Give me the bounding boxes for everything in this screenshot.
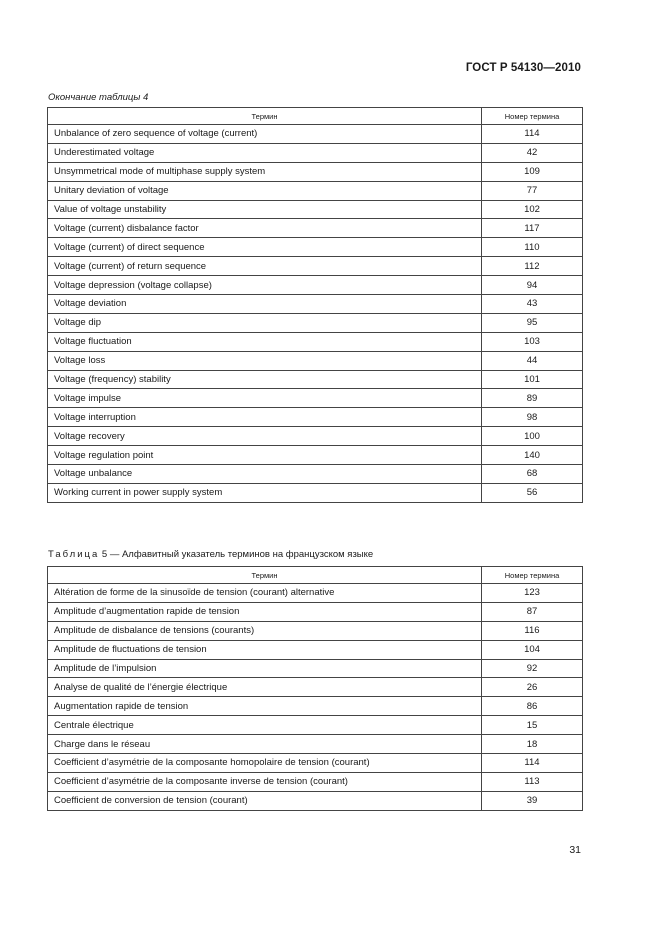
table-row (48, 238, 583, 257)
table-row (48, 370, 583, 389)
term-cell: Voltage dip (48, 313, 482, 332)
term-number-cell: 104 (482, 640, 583, 659)
term-number-cell: 100 (482, 427, 583, 446)
term-cell: Value of voltage unstability (48, 200, 482, 219)
term-number-cell: 98 (482, 408, 583, 427)
term-cell: Voltage fluctuation (48, 332, 482, 351)
table-row (48, 754, 583, 773)
table-row (48, 313, 583, 332)
term-cell: Voltage (current) of direct sequence (48, 238, 482, 257)
table-row (48, 257, 583, 276)
table-row (48, 332, 583, 351)
table-row (48, 584, 583, 603)
term-cell: Voltage (current) disbalance factor (48, 219, 482, 238)
term-number-cell: 117 (482, 219, 583, 238)
table-row (48, 125, 583, 144)
table-row (48, 791, 583, 810)
term-cell: Amplitude d’augmentation rapide de tension (48, 602, 482, 621)
table4 (47, 107, 583, 503)
table5-caption-number: 5 (101, 549, 108, 560)
term-number-cell: 44 (482, 351, 583, 370)
table-row (48, 678, 583, 697)
term-number-cell: 94 (482, 276, 583, 295)
term-cell: Voltage (current) of return sequence (48, 257, 482, 276)
term-cell: Voltage loss (48, 351, 482, 370)
term-cell: Amplitude de l’impulsion (48, 659, 482, 678)
table-row (48, 483, 583, 502)
table-row (48, 697, 583, 716)
term-number-cell: 89 (482, 389, 583, 408)
term-cell: Analyse de qualité de l’énergie électrique (48, 678, 482, 697)
term-cell: Voltage (frequency) stability (48, 370, 482, 389)
table5-caption (48, 549, 373, 560)
table-row (48, 276, 583, 295)
term-cell: Voltage regulation point (48, 446, 482, 465)
term-cell: Centrale électrique (48, 716, 482, 735)
term-cell: Unsymmetrical mode of multiphase supply system (48, 162, 482, 181)
table5-header-term: Термин (48, 567, 482, 584)
table5-body (48, 584, 583, 811)
term-cell: Voltage impulse (48, 389, 482, 408)
table-row (48, 143, 583, 162)
term-cell: Unbalance of zero sequence of voltage (current) (48, 125, 482, 144)
term-number-cell: 43 (482, 295, 583, 314)
term-number-cell: 116 (482, 621, 583, 640)
term-cell: Working current in power supply system (48, 483, 482, 502)
table-row (48, 389, 583, 408)
term-cell: Voltage depression (voltage collapse) (48, 276, 482, 295)
term-cell: Amplitude de fluctuations de tension (48, 640, 482, 659)
table-row (48, 162, 583, 181)
term-number-cell: 87 (482, 602, 583, 621)
term-number-cell: 103 (482, 332, 583, 351)
table-row (48, 200, 583, 219)
table-row (48, 295, 583, 314)
term-number-cell: 86 (482, 697, 583, 716)
table-row (48, 716, 583, 735)
term-cell: Underestimated voltage (48, 143, 482, 162)
table5-caption-label: Таблица (48, 549, 100, 560)
document-standard-number: ГОСТ Р 54130—2010 (465, 62, 581, 74)
term-cell: Voltage deviation (48, 295, 482, 314)
term-cell: Charge dans le réseau (48, 735, 482, 754)
term-number-cell: 26 (482, 678, 583, 697)
table4-caption: Окончание таблицы 4 (48, 92, 149, 103)
table4-header-number: Номер термина (482, 108, 583, 125)
term-number-cell: 113 (482, 772, 583, 791)
term-cell: Voltage interruption (48, 408, 482, 427)
term-number-cell: 101 (482, 370, 583, 389)
table-row (48, 351, 583, 370)
term-cell: Coefficient d’asymétrie de la composante homopolaire de tension (courant) (48, 754, 482, 773)
table4-body (48, 125, 583, 503)
term-number-cell: 114 (482, 125, 583, 144)
table-row (48, 446, 583, 465)
term-number-cell: 68 (482, 465, 583, 484)
table-row (48, 621, 583, 640)
table-row (48, 659, 583, 678)
term-number-cell: 56 (482, 483, 583, 502)
table5-caption-text: — Алфавитный указатель терминов на французском языке (107, 549, 374, 560)
term-number-cell: 112 (482, 257, 583, 276)
term-number-cell: 140 (482, 446, 583, 465)
term-cell: Altération de forme de la sinusoïde de tension (courant) alternative (48, 584, 482, 603)
term-number-cell: 39 (482, 791, 583, 810)
term-number-cell: 77 (482, 181, 583, 200)
table-row (48, 465, 583, 484)
term-cell: Voltage unbalance (48, 465, 482, 484)
table-row (48, 427, 583, 446)
table-row (48, 181, 583, 200)
term-number-cell: 102 (482, 200, 583, 219)
term-number-cell: 123 (482, 584, 583, 603)
term-cell: Coefficient d’asymétrie de la composante inverse de tension (courant) (48, 772, 482, 791)
table-row (48, 219, 583, 238)
term-cell: Coefficient de conversion de tension (courant) (48, 791, 482, 810)
term-number-cell: 92 (482, 659, 583, 678)
table4-header-row (48, 108, 583, 125)
term-number-cell: 42 (482, 143, 583, 162)
term-number-cell: 114 (482, 754, 583, 773)
table-row (48, 735, 583, 754)
table-row (48, 772, 583, 791)
table5-header-number: Номер термина (482, 567, 583, 584)
term-number-cell: 109 (482, 162, 583, 181)
table5 (47, 566, 583, 811)
term-number-cell: 110 (482, 238, 583, 257)
table-row (48, 408, 583, 427)
table-row (48, 640, 583, 659)
term-cell: Augmentation rapide de tension (48, 697, 482, 716)
term-number-cell: 18 (482, 735, 583, 754)
term-number-cell: 15 (482, 716, 583, 735)
term-cell: Voltage recovery (48, 427, 482, 446)
term-number-cell: 95 (482, 313, 583, 332)
table5-header-row (48, 567, 583, 584)
term-cell: Unitary deviation of voltage (48, 181, 482, 200)
page-number: 31 (569, 844, 581, 856)
term-cell: Amplitude de disbalance de tensions (courants) (48, 621, 482, 640)
table-row (48, 602, 583, 621)
table4-header-term: Термин (48, 108, 482, 125)
